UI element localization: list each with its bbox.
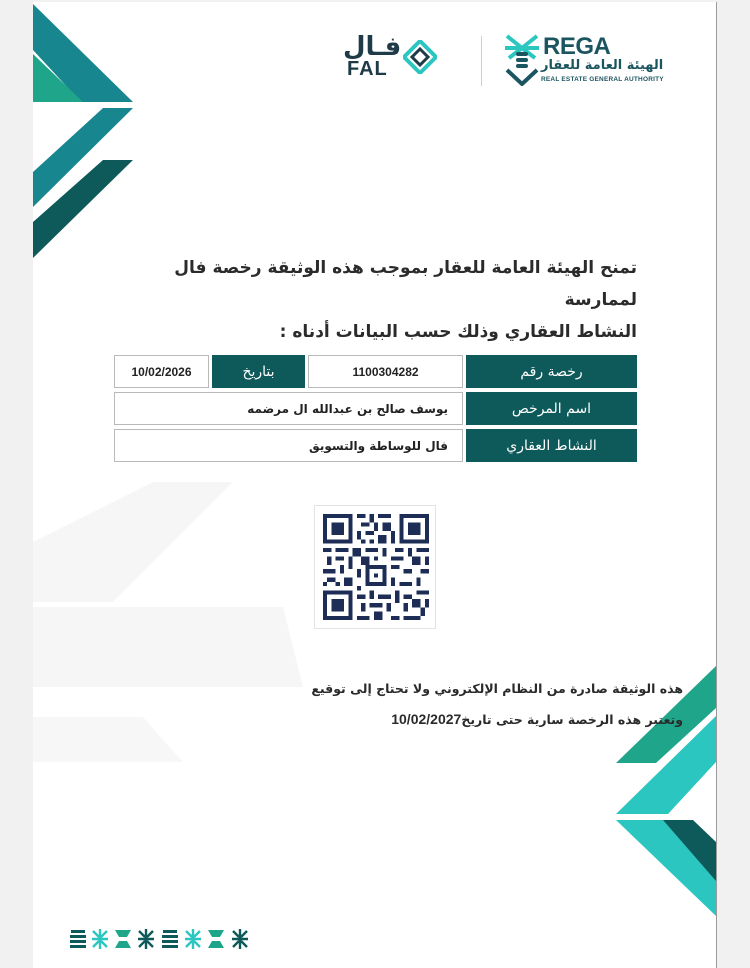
- licensee-label: اسم المرخص: [466, 392, 637, 425]
- expiry-date: 10/02/2027: [391, 711, 462, 727]
- activity-value: فال للوساطة والتسويق: [114, 429, 463, 462]
- qr-code-icon: [323, 514, 429, 620]
- date-label: بتاريخ: [212, 355, 305, 388]
- licensee-name-value: يوسف صالح بن عبدالله ال مرضمه: [114, 392, 463, 425]
- note-line-2-text: وتعتبر هذه الرخصة سارية حتى تاريخ: [461, 712, 683, 727]
- license-number-label: رخصة رقم: [466, 355, 637, 388]
- logo-divider: [481, 36, 482, 86]
- validity-note: [273, 674, 683, 735]
- decorative-pattern-icon: [69, 928, 255, 950]
- intro-line-1: تمنح الهيئة العامة للعقار بموجب هذه الوثيقة رخصة فال لممارسة: [174, 258, 637, 310]
- activity-label: النشاط العقاري: [466, 429, 637, 462]
- fal-logo-arabic: فـال: [343, 32, 402, 62]
- rega-logo-arabic: الهيئة العامة للعقار: [541, 58, 664, 73]
- fal-logo-english: FAL: [347, 58, 388, 80]
- note-line-2: [273, 704, 683, 735]
- chevron-decoration-top-left-icon: [33, 2, 133, 262]
- license-number-value: 1100304282: [308, 355, 463, 388]
- intro-line-2: النشاط العقاري وذلك حسب البيانات أدناه :: [279, 322, 637, 342]
- palm-tree-icon: [503, 34, 541, 86]
- rega-logo-english: REGA: [543, 33, 611, 60]
- note-line-1: هذه الوثيقة صادرة من النظام الإلكتروني ولا تحتاج إلى توقيع: [311, 681, 683, 696]
- issue-date-value: 10/02/2026: [114, 355, 209, 388]
- license-document-page: [33, 2, 717, 968]
- fal-diamond-icon: [403, 40, 437, 74]
- header-logos: [343, 32, 693, 92]
- qr-code[interactable]: [314, 505, 436, 629]
- rega-logo-subtitle: REAL ESTATE GENERAL AUTHORITY: [541, 76, 664, 83]
- intro-paragraph: [113, 252, 637, 348]
